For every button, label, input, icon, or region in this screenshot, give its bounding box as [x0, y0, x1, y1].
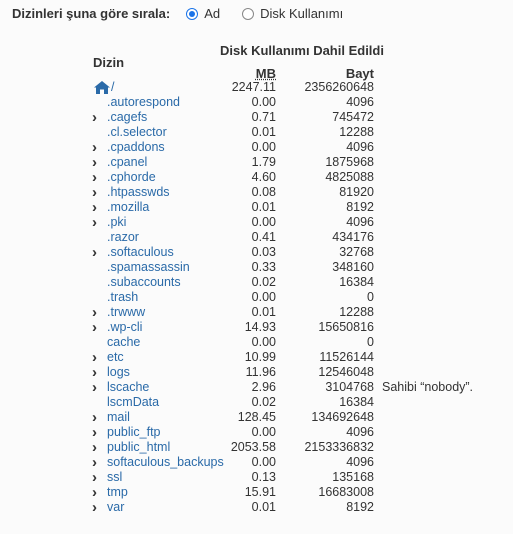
table-row	[0, 215, 513, 230]
directory-link[interactable]: .autorespond	[107, 95, 180, 109]
table-row	[0, 410, 513, 425]
chevron-right-icon[interactable]: ›	[92, 349, 97, 366]
directory-link[interactable]: public_ftp	[107, 425, 161, 439]
table-row	[0, 470, 513, 485]
table-row	[0, 440, 513, 455]
size-mb: 14.93	[244, 320, 276, 334]
chevron-right-icon[interactable]: ›	[92, 184, 97, 201]
root-row	[0, 80, 513, 95]
size-mb: 128.45	[237, 410, 276, 424]
directory-link[interactable]: etc	[107, 350, 124, 364]
root-directory-link[interactable]: /	[111, 80, 115, 94]
table-row	[0, 500, 513, 515]
table-row	[0, 230, 513, 245]
size-mb: 0.13	[251, 470, 276, 484]
size-bytes: 12288	[339, 125, 374, 139]
size-bytes: 135168	[332, 470, 374, 484]
size-mb: 2053.58	[230, 440, 276, 454]
chevron-right-icon[interactable]: ›	[92, 199, 97, 216]
directory-link[interactable]: .razor	[107, 230, 139, 244]
table-row	[0, 110, 513, 125]
size-mb: 11.96	[245, 365, 276, 379]
table-row	[0, 260, 513, 275]
size-mb: 0.01	[251, 305, 276, 319]
table-row	[0, 335, 513, 350]
directory-link[interactable]: mail	[107, 410, 130, 424]
chevron-right-icon[interactable]: ›	[92, 109, 97, 126]
size-mb: 0.00	[251, 335, 276, 349]
table-row	[0, 95, 513, 110]
size-bytes: 16384	[339, 275, 374, 289]
directory-link[interactable]: var	[107, 500, 125, 514]
chevron-right-icon[interactable]: ›	[92, 304, 97, 321]
directory-link[interactable]: cache	[107, 335, 141, 349]
table-row	[0, 125, 513, 140]
table-row	[0, 200, 513, 215]
size-bytes: 4096	[346, 95, 374, 109]
root-mb: 2247.11	[231, 80, 276, 94]
sort-by-name-label[interactable]: Ad	[204, 6, 221, 21]
size-mb: 0.71	[251, 110, 276, 124]
directory-table	[0, 80, 513, 515]
size-bytes: 348160	[332, 260, 374, 274]
chevron-right-icon[interactable]: ›	[92, 319, 97, 336]
sort-by-disk-usage-radio[interactable]	[242, 6, 343, 21]
size-mb: 0.33	[251, 260, 276, 274]
chevron-right-icon[interactable]: ›	[92, 454, 97, 471]
table-row	[0, 245, 513, 260]
size-mb: 4.60	[251, 170, 276, 184]
directory-link[interactable]: .wp-cli	[107, 320, 143, 334]
table-row	[0, 170, 513, 185]
chevron-right-icon[interactable]: ›	[92, 169, 97, 186]
owner-note: Sahibi “nobody”.	[382, 380, 474, 394]
table-row	[0, 185, 513, 200]
size-bytes: 12546048	[318, 365, 374, 379]
size-mb: 1.79	[251, 155, 276, 169]
size-mb: 0.01	[251, 125, 276, 139]
size-bytes: 0	[367, 290, 374, 304]
table-row	[0, 395, 513, 410]
size-bytes: 2153336832	[304, 440, 374, 454]
chevron-right-icon[interactable]: ›	[92, 409, 97, 426]
size-bytes: 32768	[339, 245, 374, 259]
root-bytes: 2356260648	[304, 80, 374, 94]
size-mb: 0.08	[251, 185, 276, 199]
radio-dot[interactable]	[242, 8, 254, 20]
directory-link[interactable]: lscache	[107, 380, 150, 394]
directory-link[interactable]: tmp	[107, 485, 128, 499]
directory-link[interactable]: logs	[107, 365, 130, 379]
directory-link[interactable]: .cagefs	[107, 110, 148, 124]
size-bytes: 8192	[346, 500, 374, 514]
table-row	[0, 320, 513, 335]
table-row	[0, 290, 513, 305]
sort-by-disk-usage-label[interactable]: Disk Kullanımı	[260, 6, 344, 21]
table-row	[0, 455, 513, 470]
sort-by-name-radio[interactable]	[186, 6, 220, 21]
size-bytes: 4096	[346, 455, 374, 469]
table-row	[0, 350, 513, 365]
directory-link[interactable]: .trwww	[107, 305, 146, 319]
home-icon[interactable]	[94, 81, 110, 94]
directory-link[interactable]: .subaccounts	[107, 275, 181, 289]
table-row	[0, 425, 513, 440]
chevron-right-icon[interactable]: ›	[92, 139, 97, 156]
size-mb: 0.00	[251, 95, 276, 109]
chevron-right-icon[interactable]: ›	[92, 244, 97, 261]
size-mb: 10.99	[244, 350, 276, 364]
sort-label: Dizinleri şuna göre sırala:	[12, 6, 171, 21]
size-bytes: 434176	[332, 230, 374, 244]
size-mb: 0.01	[251, 500, 276, 514]
size-mb: 15.91	[244, 485, 276, 499]
table-row	[0, 275, 513, 290]
directory-link[interactable]: ssl	[107, 470, 123, 484]
size-bytes: 745472	[332, 110, 374, 124]
table-row	[0, 485, 513, 500]
column-header-directory: Dizin	[93, 55, 125, 70]
column-header-bytes: Bayt	[345, 66, 374, 81]
table-row	[0, 155, 513, 170]
directory-link[interactable]: .htpasswds	[107, 185, 170, 199]
chevron-right-icon[interactable]: ›	[92, 154, 97, 171]
chevron-right-icon[interactable]: ›	[92, 214, 97, 231]
directory-link[interactable]: .cl.selector	[107, 125, 167, 139]
size-mb: 0.00	[251, 455, 276, 469]
directory-link[interactable]: lscmData	[107, 395, 160, 409]
table-row	[0, 305, 513, 320]
chevron-right-icon[interactable]: ›	[92, 439, 97, 456]
directory-link[interactable]: .trash	[107, 290, 139, 304]
size-mb: 0.01	[251, 200, 276, 214]
size-mb: 0.02	[251, 395, 276, 409]
size-bytes: 4096	[346, 140, 374, 154]
directory-link[interactable]: .pki	[107, 215, 127, 229]
size-mb: 0.00	[251, 290, 276, 304]
size-bytes: 16384	[339, 395, 374, 409]
size-bytes: 8192	[346, 200, 374, 214]
size-bytes: 12288	[339, 305, 374, 319]
size-mb: 0.02	[251, 275, 276, 289]
size-mb: 0.00	[251, 215, 276, 229]
size-bytes: 81920	[339, 185, 374, 199]
radio-dot[interactable]	[186, 8, 198, 20]
size-mb: 0.00	[251, 425, 276, 439]
chevron-right-icon[interactable]: ›	[92, 499, 97, 516]
size-bytes: 1875968	[325, 155, 374, 169]
chevron-right-icon[interactable]: ›	[92, 469, 97, 486]
size-bytes: 11526144	[319, 350, 374, 364]
size-bytes: 15650816	[318, 320, 374, 334]
directory-link[interactable]: .mozilla	[107, 200, 150, 214]
size-bytes: 4096	[346, 215, 374, 229]
directory-link[interactable]: .cphorde	[107, 170, 156, 184]
directory-link[interactable]: .cpanel	[107, 155, 148, 169]
directory-link[interactable]: public_html	[107, 440, 171, 454]
sort-bar	[12, 6, 365, 21]
size-bytes: 134692648	[311, 410, 374, 424]
table-row	[0, 365, 513, 380]
directory-link[interactable]: .cpaddons	[107, 140, 165, 154]
size-mb: 0.41	[251, 230, 276, 244]
chevron-right-icon[interactable]: ›	[92, 364, 97, 381]
size-mb: 0.00	[251, 140, 276, 154]
table-row	[0, 380, 513, 395]
size-mb: 2.96	[251, 380, 276, 394]
size-mb: 0.03	[251, 245, 276, 259]
chevron-right-icon[interactable]: ›	[92, 424, 97, 441]
directory-link[interactable]: softaculous_backups	[107, 455, 224, 469]
size-bytes: 4096	[346, 425, 374, 439]
chevron-right-icon[interactable]: ›	[92, 484, 97, 501]
directory-link[interactable]: .spamassassin	[107, 260, 190, 274]
size-bytes: 3104768	[325, 380, 374, 394]
disk-usage-group-header: Disk Kullanımı Dahil Edildi	[220, 43, 384, 58]
size-bytes: 0	[367, 335, 374, 349]
directory-link[interactable]: .softaculous	[107, 245, 174, 259]
chevron-right-icon[interactable]: ›	[92, 379, 97, 396]
column-header-mb: MB	[255, 66, 276, 81]
table-row	[0, 140, 513, 155]
size-bytes: 16683008	[318, 485, 374, 499]
size-bytes: 4825088	[325, 170, 374, 184]
